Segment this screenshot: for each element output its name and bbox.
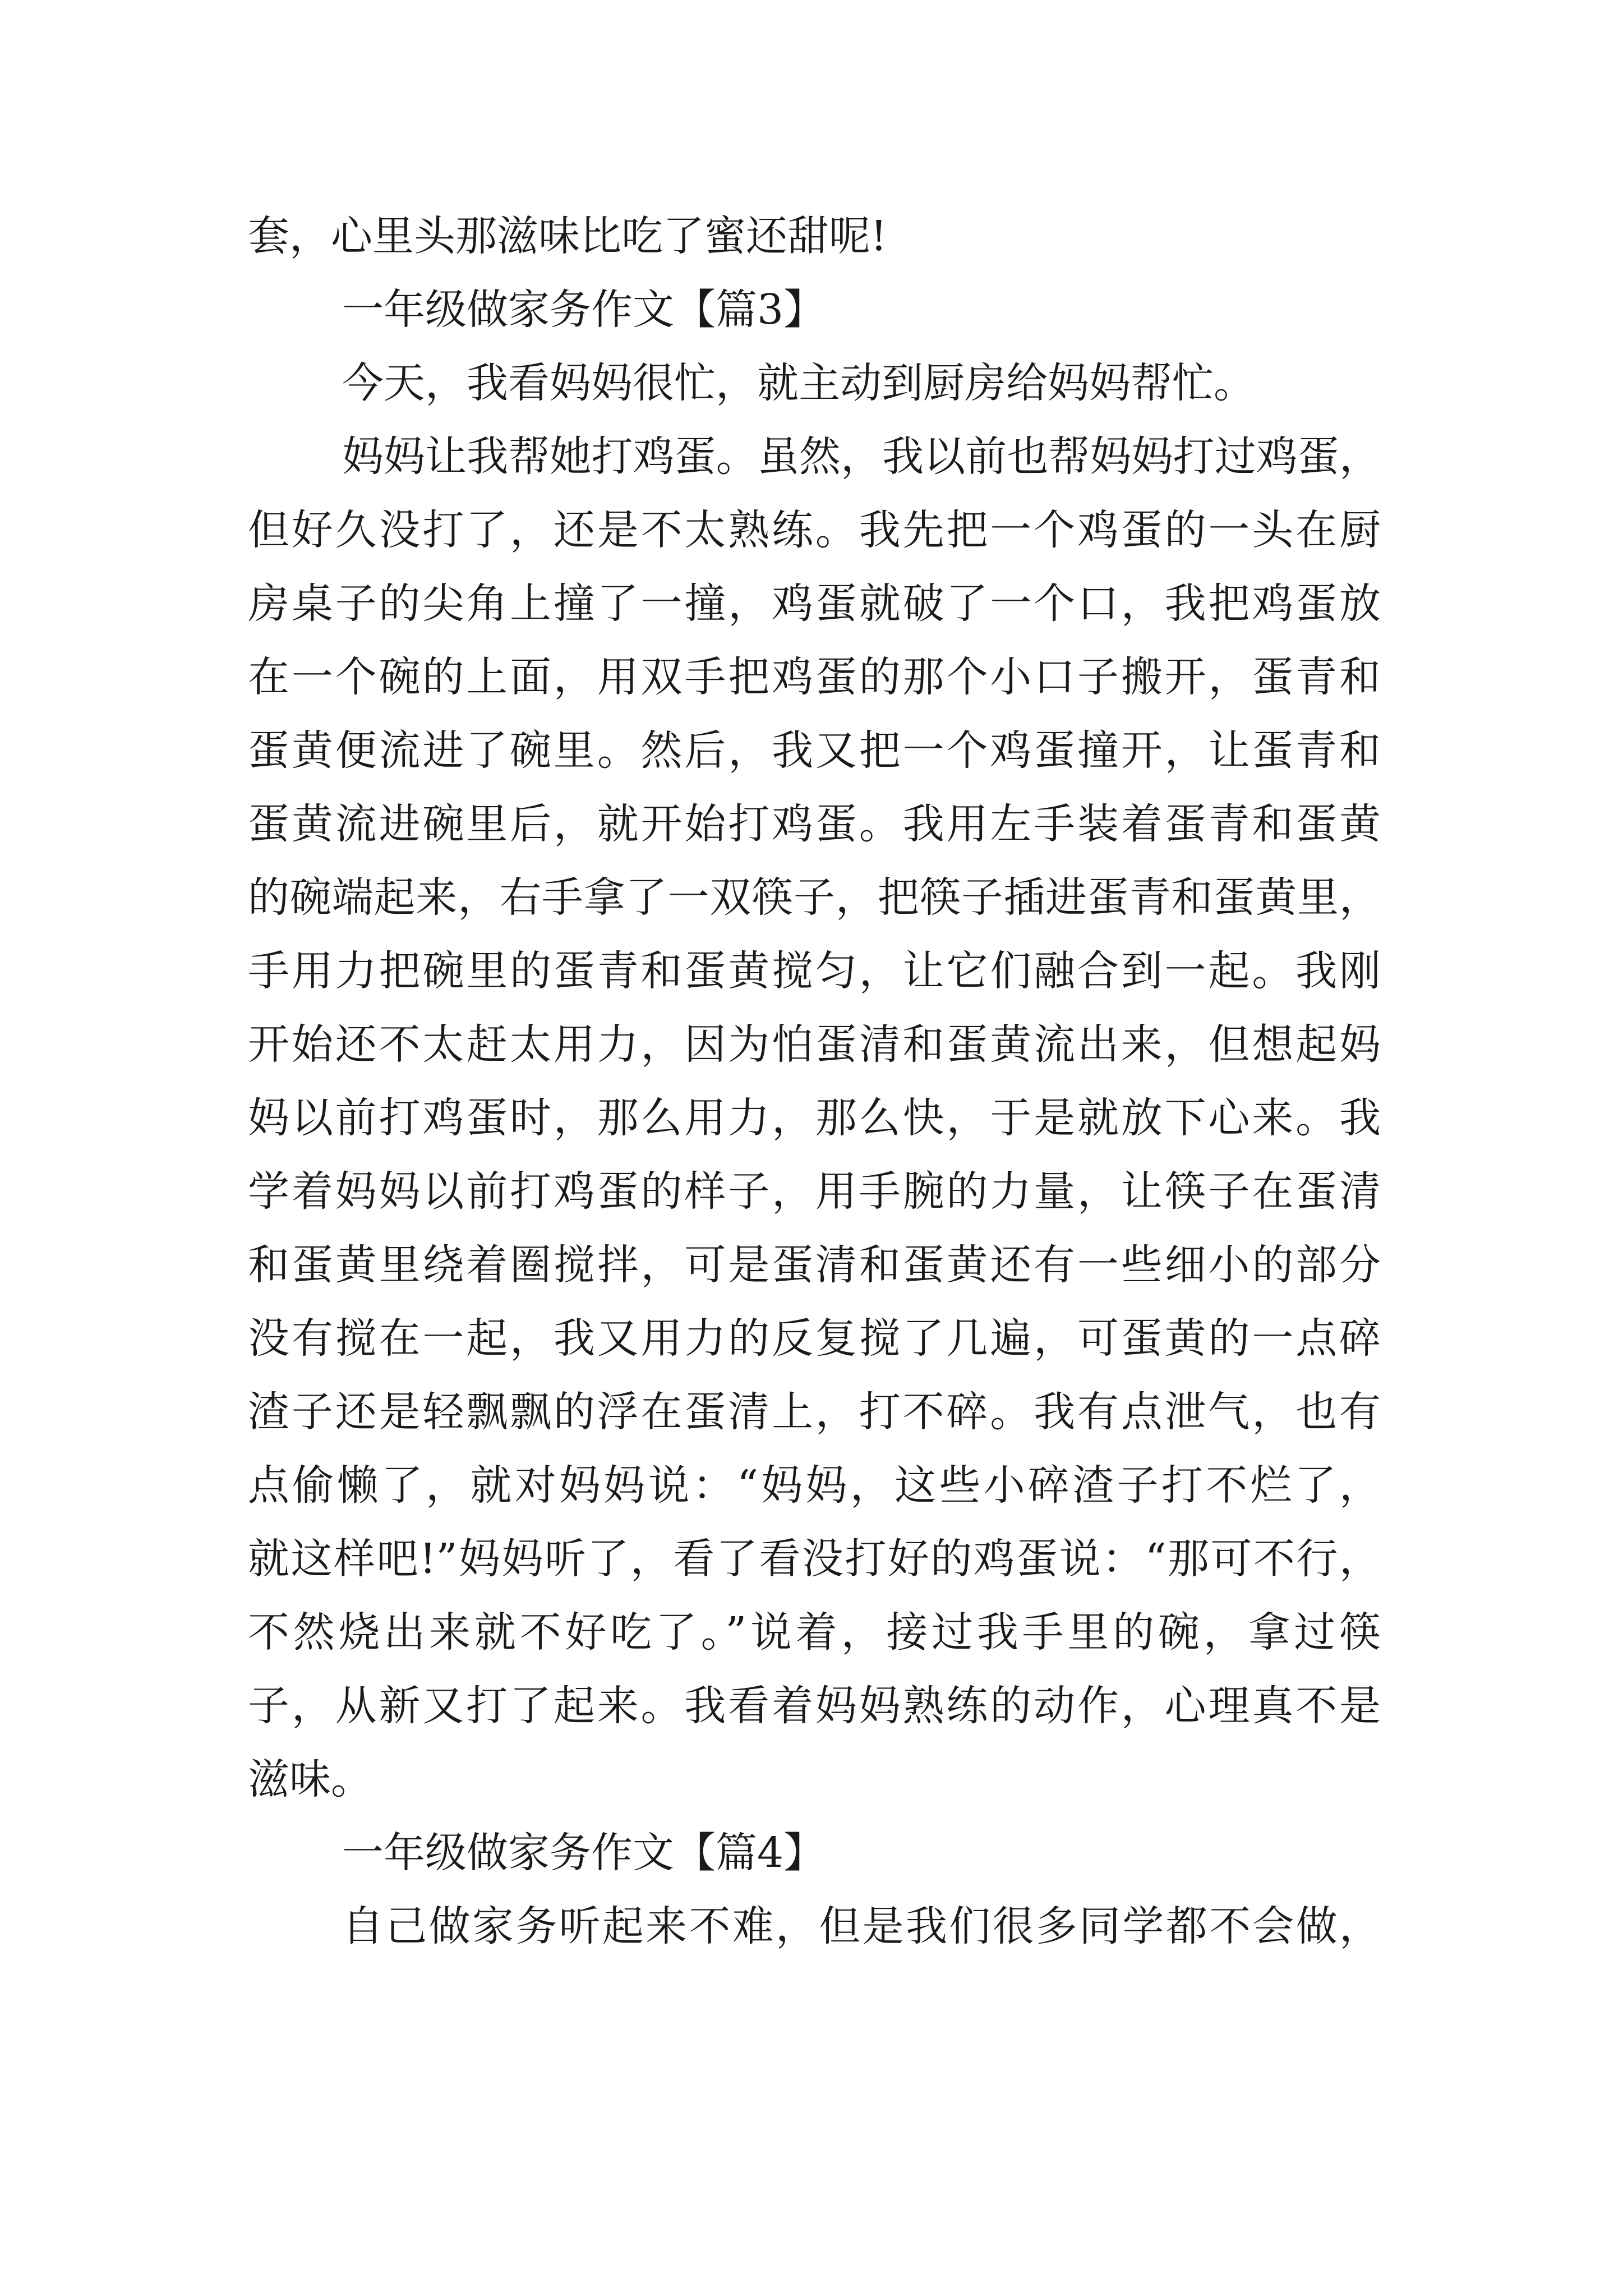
paragraph-line: 妈妈让我帮她打鸡蛋。虽然，我以前也帮妈妈打过鸡蛋， bbox=[342, 432, 1381, 481]
paragraph-line: 和蛋黄里绕着圈搅拌，可是蛋清和蛋黄还有一些细小的部分 bbox=[248, 1241, 1381, 1289]
paragraph-line: 不然烧出来就不好吃了。”说着，接过我手里的碗，拿过筷 bbox=[248, 1608, 1381, 1657]
paragraph-line: 蛋黄便流进了碗里。然后，我又把一个鸡蛋撞开，让蛋青和 bbox=[248, 726, 1381, 775]
section-heading: 一年级做家务作文【篇4】 bbox=[342, 1829, 826, 1877]
paragraph-line: 在一个碗的上面，用双手把鸡蛋的那个小口子搬开，蛋青和 bbox=[248, 653, 1381, 701]
paragraph-line: 房桌子的尖角上撞了一撞，鸡蛋就破了一个口，我把鸡蛋放 bbox=[248, 579, 1381, 628]
paragraph-line: 今天，我看妈妈很忙，就主动到厨房给妈妈帮忙。 bbox=[342, 359, 1255, 407]
paragraph-line: 手用力把碗里的蛋青和蛋黄搅匀，让它们融合到一起。我刚 bbox=[248, 947, 1381, 995]
paragraph-line: 妈以前打鸡蛋时，那么用力，那么快，于是就放下心来。我 bbox=[248, 1094, 1381, 1142]
paragraph-line: 子，从新又打了起来。我看着妈妈熟练的动作，心理真不是 bbox=[248, 1682, 1381, 1730]
paragraph-line: 渣子还是轻飘飘的浮在蛋清上，打不碎。我有点泄气，也有 bbox=[248, 1388, 1381, 1436]
document-body bbox=[248, 200, 1381, 1963]
paragraph-line: 滋味。 bbox=[248, 1755, 372, 1803]
paragraph-line: 蛋黄流进碗里后，就开始打鸡蛋。我用左手装着蛋青和蛋黄 bbox=[248, 800, 1381, 848]
paragraph-line: 开始还不太赶太用力，因为怕蛋清和蛋黄流出来，但想起妈 bbox=[248, 1020, 1381, 1069]
paragraph-line: 点偷懒了，就对妈妈说：“妈妈，这些小碎渣子打不烂了， bbox=[248, 1461, 1381, 1510]
paragraph-line: 套，心里头那滋味比吃了蜜还甜呢! bbox=[248, 212, 887, 260]
paragraph-line: 学着妈妈以前打鸡蛋的样子，用手腕的力量，让筷子在蛋清 bbox=[248, 1167, 1381, 1216]
paragraph-line: 但好久没打了，还是不太熟练。我先把一个鸡蛋的一头在厨 bbox=[248, 506, 1381, 554]
paragraph-line: 没有搅在一起，我又用力的反复搅了几遍，可蛋黄的一点碎 bbox=[248, 1314, 1381, 1363]
paragraph-line: 自己做家务听起来不难，但是我们很多同学都不会做， bbox=[342, 1902, 1381, 1950]
section-heading: 一年级做家务作文【篇3】 bbox=[342, 286, 826, 334]
paragraph-line: 的碗端起来，右手拿了一双筷子，把筷子插进蛋青和蛋黄里， bbox=[248, 873, 1381, 922]
paragraph-line: 就这样吧!”妈妈听了，看了看没打好的鸡蛋说：“那可不行， bbox=[248, 1535, 1381, 1583]
